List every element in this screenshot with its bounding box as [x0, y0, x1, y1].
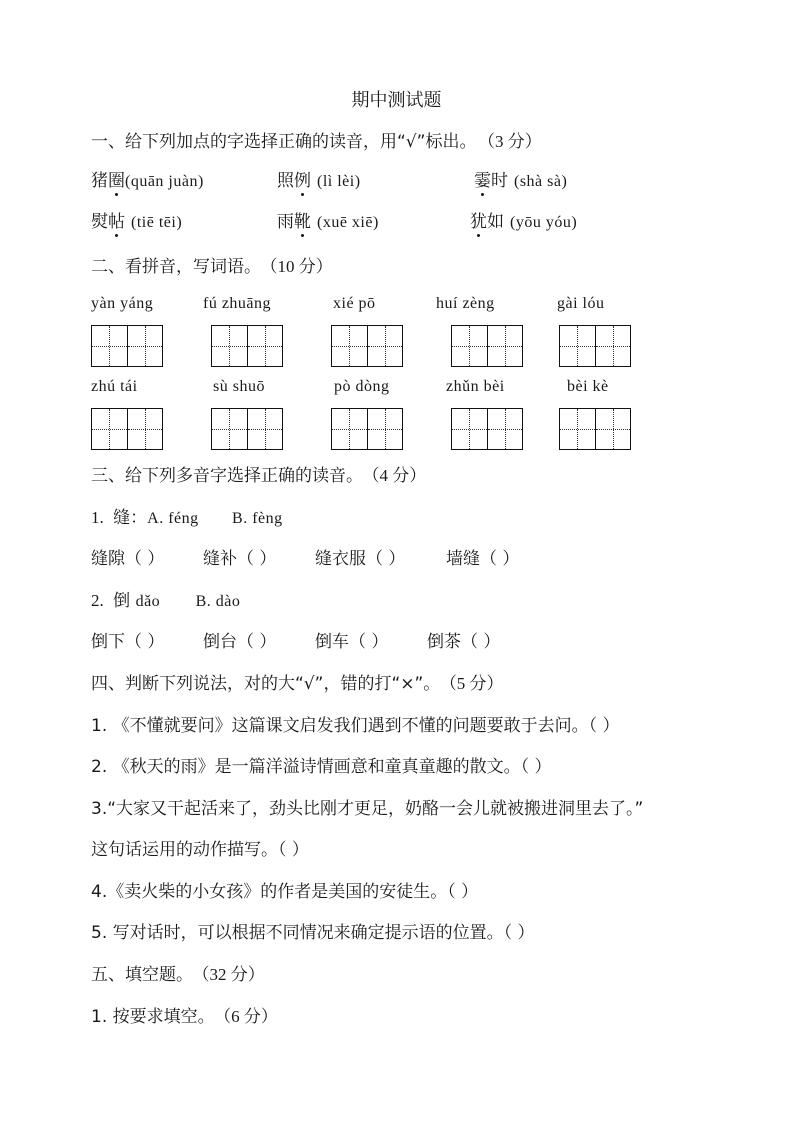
section4-heading: 四、判断下列说法，对的大“√”，错的打“×”。 （5 分）	[91, 674, 504, 694]
judge-item: 5. 写对话时，可以根据不同情况来确定提示语的位置。（ ）	[91, 923, 535, 943]
q2-word: 倒下（ ）	[91, 632, 165, 652]
section1-item-3: 霎时 (shà sà)	[474, 166, 567, 191]
page-title: 期中测试题	[351, 90, 442, 111]
judge-item: 4.《卖火柴的小女孩》的作者是美国的安徒生。（ ）	[91, 882, 479, 902]
judge-item-continuation: 这句话运用的动作描写。（ ）	[91, 840, 309, 860]
writing-grid-box[interactable]	[91, 325, 163, 367]
pinyin-label: zhú tái	[91, 378, 138, 395]
writing-grid-box[interactable]	[451, 408, 523, 450]
writing-grid-box[interactable]	[451, 325, 523, 367]
q1-word: 墙缝（ ）	[446, 549, 520, 569]
dotted-char: 霎	[474, 166, 491, 191]
pinyin-label: fú zhuāng	[203, 295, 272, 312]
section1-item-1: 猪圈(quān juàn)	[91, 166, 204, 191]
dotted-char: 靴	[294, 207, 311, 232]
judge-item: 1. 《不懂就要问》这篇课文启发我们遇到不懂的问题要敢于去问。（ ）	[91, 716, 620, 736]
section3-q2-options: 2. 倒 dǎo B. dào	[91, 591, 241, 611]
dotted-char: 例	[294, 166, 311, 191]
section1-item-6: 犹如 (yōu yóu)	[470, 207, 577, 232]
section1-item-4: 熨帖 (tiē tēi)	[91, 207, 182, 232]
section2-heading: 二、看拼音，写词语。 （10 分）	[91, 257, 333, 277]
section5-heading: 五、填空题。 （32 分）	[91, 965, 265, 985]
dotted-char: 犹	[470, 207, 487, 232]
pinyin-label: xié pō	[333, 295, 376, 312]
writing-grid-box[interactable]	[211, 325, 283, 367]
pinyin-label: zhǔn bèi	[446, 378, 505, 395]
writing-grid-box[interactable]	[559, 325, 631, 367]
writing-grid-box[interactable]	[331, 325, 403, 367]
section3-q1-options: 1. 缝：A. féng B. fèng	[91, 508, 283, 528]
q2-word: 倒台（ ）	[203, 632, 277, 652]
writing-grid-box[interactable]	[211, 408, 283, 450]
section3-heading: 三、给下列多音字选择正确的读音。 （4 分）	[91, 466, 427, 486]
pinyin-label: yàn yáng	[91, 295, 154, 312]
q1-word: 缝隙（ ）	[91, 549, 165, 569]
pinyin-label: sù shuō	[213, 378, 265, 395]
pinyin-label: huí zèng	[436, 295, 495, 312]
section1-item-2: 照例 (lì lèi)	[277, 166, 361, 191]
dotted-char: 圈	[108, 166, 125, 191]
section5-sub1: 1. 按要求填空。 （6 分）	[91, 1007, 278, 1027]
pinyin-label: pò dòng	[334, 378, 390, 395]
judge-item: 3.“大家又干起活来了，劲头比刚才更足，奶酪一会儿就被搬进洞里去了。”	[91, 799, 644, 819]
q1-word: 缝衣服（ ）	[315, 549, 406, 569]
writing-grid-box[interactable]	[331, 408, 403, 450]
dotted-char: 帖	[108, 207, 125, 232]
section1-heading: 一、给下列加点的字选择正确的读音，用“√”标出。 （3 分）	[91, 132, 542, 152]
q1-word: 缝补（ ）	[203, 549, 277, 569]
pinyin-label: gài lóu	[557, 295, 605, 312]
writing-grid-box[interactable]	[559, 408, 631, 450]
writing-grid-box[interactable]	[91, 408, 163, 450]
pinyin-label: bèi kè	[567, 378, 609, 395]
section1-item-5: 雨靴 (xuē xiē)	[277, 207, 379, 232]
q2-word: 倒茶（ ）	[427, 632, 501, 652]
judge-item: 2. 《秋天的雨》是一篇洋溢诗情画意和童真童趣的散文。（ ）	[91, 757, 552, 777]
q2-word: 倒车（ ）	[315, 632, 389, 652]
